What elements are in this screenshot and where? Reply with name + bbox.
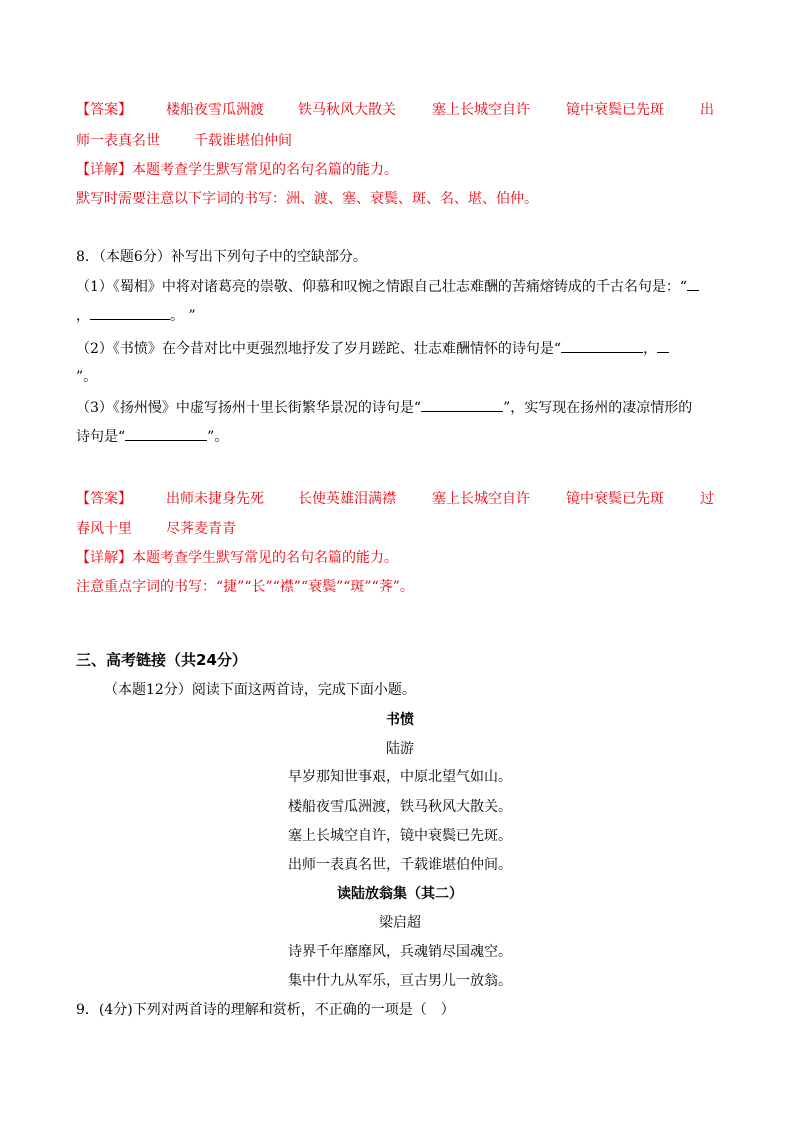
q8-stem: 8．（本题6分）补写出下列句子中的空缺部分。 [76,249,367,265]
answer-item: 镜中衰鬓已先斑 [566,491,664,507]
closing-quote: ”。 [207,429,229,445]
answer-item: 长使英雄泪满襟 [298,491,396,507]
poem2-line: 诗界千年靡靡风，兵魂销尽国魂空。 [288,944,512,960]
closing-quote: 。 ” [170,308,196,324]
answer2-detail [76,548,398,568]
detail-text: 本题考查学生默写常见的名句名篇的能力。 [132,550,398,566]
answer-item: 师一表真名世 [76,133,160,149]
q8-part1-line1 [76,276,726,297]
detail-text: 本题考查学生默写常见的名句名篇的能力。 [132,162,398,178]
answer-item: 千载谁堪伯仲间 [194,133,292,149]
q8-part1-line2 [76,305,196,326]
answer-item: 出 [700,102,714,118]
q8-part3-text: 诗句是“ [76,429,126,445]
answer-tag: 【答案】 [76,491,132,507]
answer-blank[interactable] [90,305,170,320]
q8-part2-text: （2）《书愤》在今昔对比中更强烈地抒发了岁月蹉跎、壮志难酬情怀的诗句是“ [76,341,562,357]
answer-item: 塞上长城空自许 [432,102,530,118]
answer1-line1 [76,100,726,120]
answer-item: 春风十里 [76,521,132,537]
poem2-author: 梁启超 [379,915,421,931]
poem1-author: 陆游 [386,741,414,757]
q8-part3-text: （3）《扬州慢》中虚写扬州十里长街繁华景况的诗句是“ [76,400,422,416]
answer2-line2 [76,519,726,539]
q8-part3-line1 [76,397,726,418]
answer-item: 尽荠麦青青 [166,521,236,537]
section-title: 三、高考链接（共24分） [76,651,247,669]
poem1-line: 出师一表真名世，千载谁堪伯仲间。 [288,857,512,873]
answer-item: 铁马秋风大散关 [298,102,396,118]
detail-tag: 【详解】 [76,162,132,178]
q9-stem: 9．(4分)下列对两首诗的理解和赏析，不正确的一项是（ ） [76,1002,455,1018]
q8-part2-line1 [76,338,726,359]
comma: ， [643,341,658,357]
detail-tag: 【详解】 [76,550,132,566]
poem2-title: 读陆放翁集（其二） [337,886,463,902]
answer2-line1 [76,489,726,509]
answer-blank[interactable] [421,397,503,412]
poem1-line: 早岁那知世事艰，中原北望气如山。 [288,769,512,785]
answer-blank[interactable] [125,426,207,441]
answer-item: 楼船夜雪瓜洲渡 [166,102,264,118]
answer-item: 镜中衰鬓已先斑 [566,102,664,118]
answer1-detail [76,160,398,180]
answer-item: 过 [700,491,714,507]
poem1-title: 书愤 [386,712,414,728]
answer-blank[interactable] [657,338,669,353]
poem1-line: 塞上长城空自许，镜中衰鬓已先斑。 [288,828,512,844]
q8-part3-text-cont: ”，实写现在扬州的凄凉情形的 [503,400,693,416]
comma: ， [76,308,90,324]
answer-blank[interactable] [561,338,643,353]
answer-item: 塞上长城空自许 [432,491,530,507]
answer-blank[interactable] [687,276,699,291]
q8-part1-text: （1）《蜀相》中将对诸葛亮的崇敬、仰慕和叹惋之情跟自己壮志难酬的苦痛熔铸成的千古名句是：“ [76,279,688,295]
answer2-note: 注意重点字词的书写：“捷”“长”“襟”“衰鬓”“斑”“荠”。 [76,579,414,595]
answer-item: 出师未捷身先死 [166,491,264,507]
answer-tag: 【答案】 [76,102,132,118]
section-intro: （本题12分）阅读下面这两首诗，完成下面小题。 [104,682,416,698]
q8-part3-line2 [76,426,228,447]
poem2-line: 集中什九从军乐，亘古男儿一放翁。 [288,973,512,989]
poem1-line: 楼船夜雪瓜洲渡，铁马秋风大散关。 [288,799,512,815]
q8-part2-line2: ”。 [76,369,98,385]
answer1-line2 [76,131,726,151]
answer1-note: 默写时需要注意以下字词的书写：洲、渡、塞、衰鬓、斑、名、堪、伯仲。 [76,191,538,207]
